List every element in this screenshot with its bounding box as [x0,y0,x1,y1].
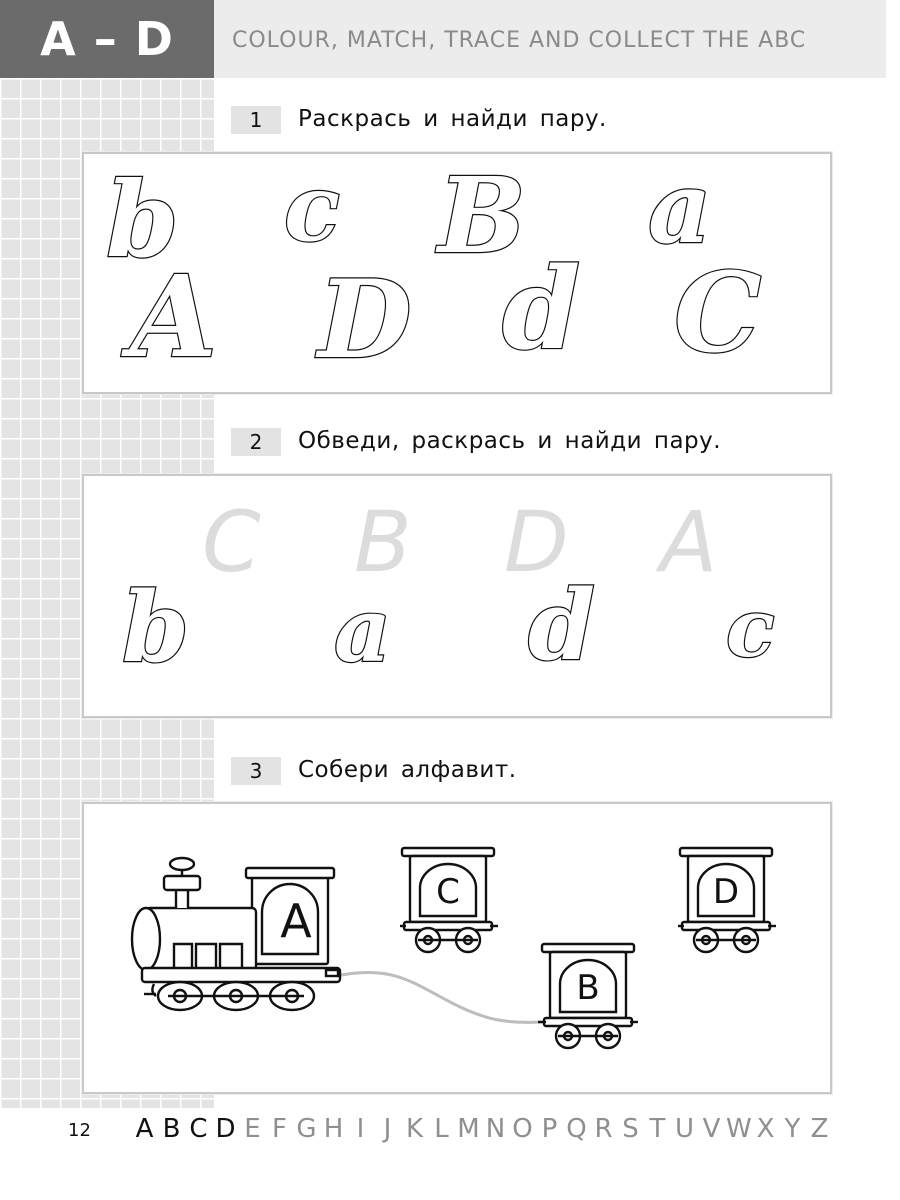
alphabet-letter: Y [784,1114,801,1144]
task-1-instruction: Раскрась и найди пару. [298,106,607,132]
locomotive-letter: A [280,894,312,948]
task-3-instruction: Собери алфавит. [298,757,517,783]
alphabet-letter: W [726,1114,752,1144]
letter-range-title: A – D [0,0,214,78]
trace-letter-A[interactable]: A [660,493,718,591]
alphabet-letter: Z [810,1114,829,1144]
alphabet-letter: Q [566,1114,587,1144]
task-3-number: 3 [231,757,281,785]
alphabet-letter: I [356,1114,365,1144]
letter-D[interactable]: D [318,257,412,383]
trace-letter-C[interactable]: C [202,493,261,591]
page-subtitle: COLOUR, MATCH, TRACE AND COLLECT THE ABC [232,28,807,53]
letter-a[interactable]: a [648,151,712,266]
alphabet-letter: E [244,1114,261,1144]
task-1-panel [82,152,832,394]
alphabet-letter-active: D [215,1114,236,1144]
alphabet-letter-active: B [162,1114,181,1144]
alphabet-letter: V [702,1114,721,1144]
alphabet-letter: U [674,1114,695,1144]
alphabet-letter: X [756,1114,775,1144]
trace-letter-D[interactable]: D [504,493,569,591]
alphabet-letter: T [649,1114,666,1144]
alphabet-letter: R [594,1114,613,1144]
letter-C[interactable]: C [674,248,762,377]
outline-letter-d[interactable]: d [528,569,596,682]
outline-letter-b[interactable]: b [122,571,190,684]
alphabet-strip [132,1114,832,1144]
wagon-c-letter: C [436,872,460,912]
alphabet-letter-active: A [135,1114,154,1144]
trace-letter-B[interactable]: B [354,493,412,591]
alphabet-letter: G [296,1114,317,1144]
alphabet-letter: M [457,1114,480,1144]
alphabet-letter: S [622,1114,639,1144]
letter-B[interactable]: B [438,154,526,277]
alphabet-letter: J [383,1114,392,1144]
alphabet-letter-active: C [189,1114,208,1144]
train-illustration [84,804,830,1092]
alphabet-letter: N [485,1114,506,1144]
outline-letter-c[interactable]: c [726,581,775,675]
task-1-number: 1 [231,106,281,134]
letter-c[interactable]: c [284,154,341,262]
rope-line [336,972,542,1022]
outline-letter-a[interactable]: a [334,578,392,682]
task-2-number: 2 [231,428,281,456]
alphabet-letter: K [405,1114,424,1144]
alphabet-letter: H [323,1114,344,1144]
letter-A[interactable]: A [130,252,217,383]
alphabet-letter: F [272,1114,287,1144]
wagon-b-letter: B [576,968,600,1008]
alphabet-letter: L [434,1114,449,1144]
letter-b[interactable]: b [106,158,179,281]
task-2-instruction: Обведи, раскрась и найди пару. [298,428,722,454]
alphabet-letter: P [541,1114,558,1144]
letter-d[interactable]: d [502,244,581,375]
alphabet-letter: O [512,1114,533,1144]
task-3-panel [82,802,832,1094]
page-number: 12 [68,1120,91,1141]
task-2-panel [82,474,832,718]
wagon-d-letter: D [712,872,740,912]
